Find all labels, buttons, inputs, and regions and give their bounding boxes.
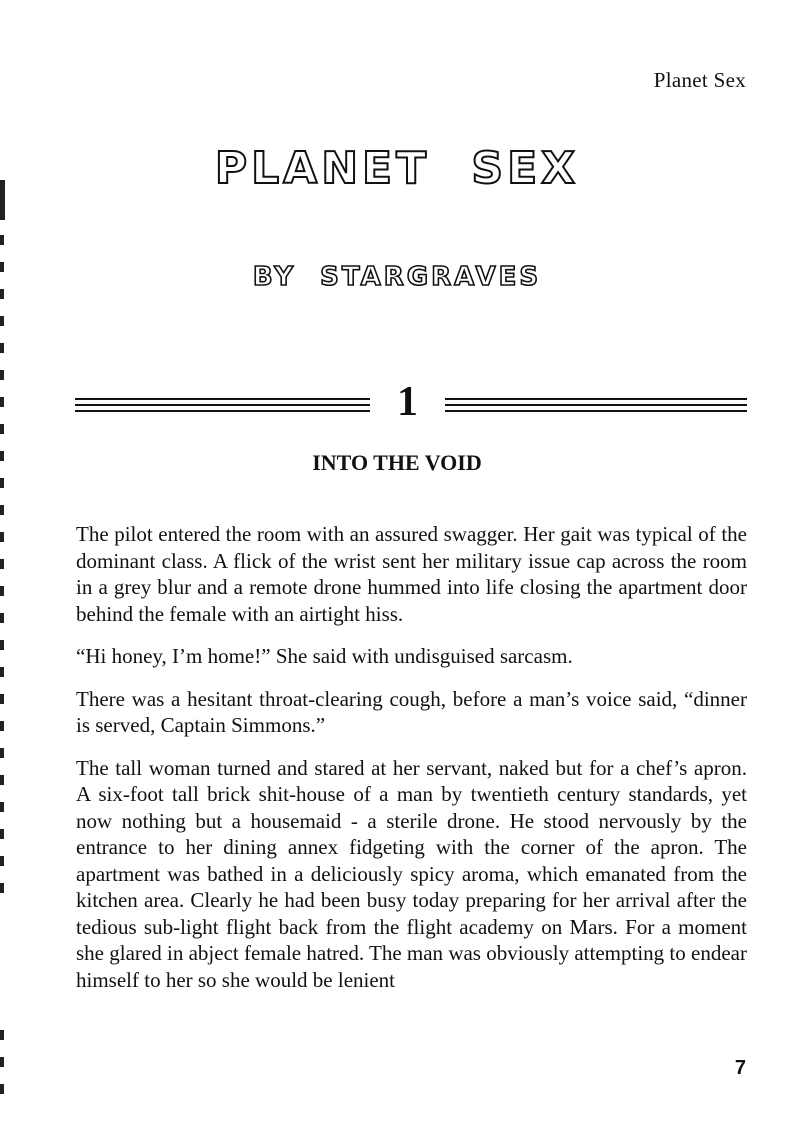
running-head: Planet Sex xyxy=(653,68,746,92)
chapter-title: INTO THE VOID xyxy=(312,450,482,475)
chapter-rule-right xyxy=(445,398,747,412)
paragraph: The tall woman turned and stared at her servant, naked but for a chef’s apron. A six-foot tall brick shit-house of a man by twentieth century standards, yet now nothing but a housemaid - a sterile drone. He stood nervously by the entrance to her dining annex fidgeting with the corner of the apron. The apartment was bathed in a deliciously spicy aroma, which emanated from the kitchen area. Clearly he had been busy today preparing for her arrival after the tedious sub-light flight back from the flight academy on Mars. For a moment she glared in abject female hatred. The man was obviously attempting to endear himself to her so she would be lenient xyxy=(76,755,747,992)
paragraph: “Hi honey, I’m home!” She said with undisguised sarcasm. xyxy=(76,644,573,668)
byline-text: BY STARGRAVES xyxy=(252,262,542,292)
chapter-rule-left xyxy=(75,398,370,412)
paragraph: The pilot entered the room with an assured swagger. Her gait was typical of the dominant class. A flick of the wrist sent her military issue cap across the room in a grey blur and a remote drone hummed into life closing the apartment door behind the female with an airtight hiss. xyxy=(76,522,747,626)
body-text xyxy=(76,521,747,1009)
chapter-number: 1 xyxy=(397,379,418,425)
title-text: PLANET SEX xyxy=(214,143,580,194)
byline xyxy=(0,262,794,292)
page-title xyxy=(0,143,794,194)
page-number: 7 xyxy=(734,1057,746,1079)
paragraph: There was a hesitant throat-clearing cough, before a man’s voice said, “dinner is served, Captain Simmons.” xyxy=(76,686,747,737)
